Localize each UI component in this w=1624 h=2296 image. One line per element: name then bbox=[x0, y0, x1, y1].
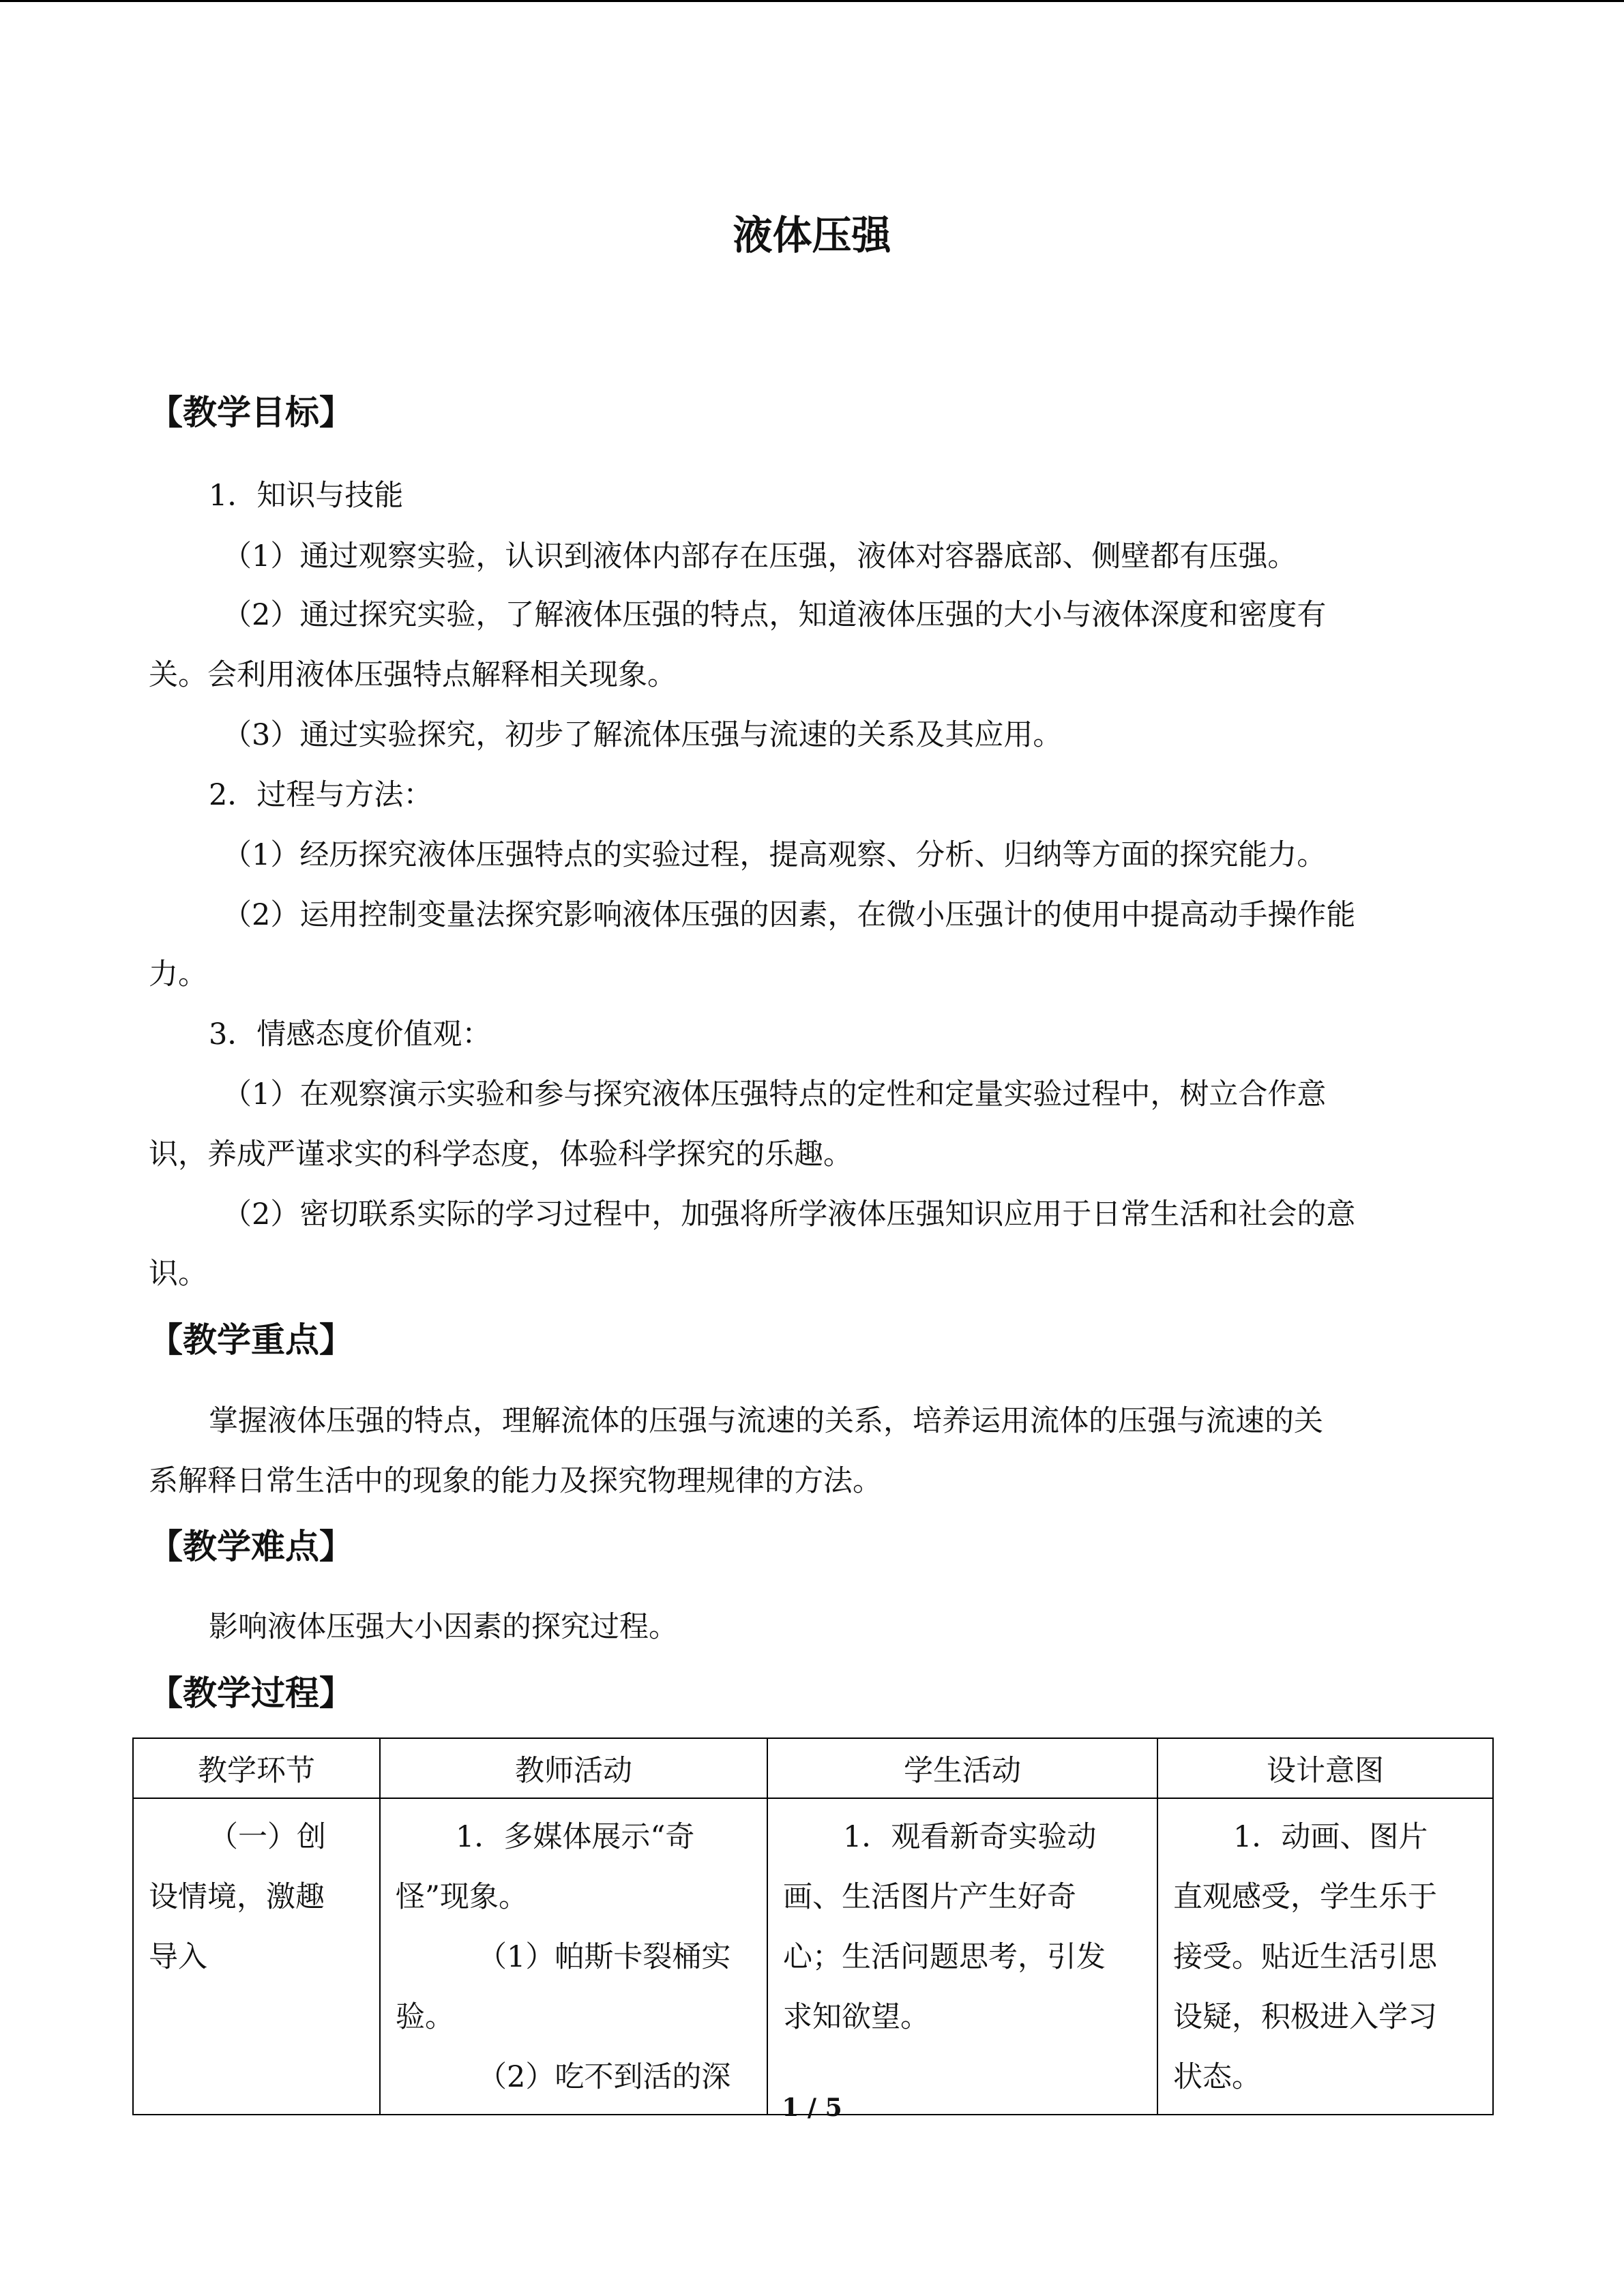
table-header-row bbox=[133, 1738, 1493, 1798]
goals-line-10: 3．情感态度价值观： bbox=[209, 1017, 492, 1052]
cell-intent-line: 1．动画、图片 bbox=[1233, 1820, 1428, 1854]
cell-intent bbox=[1157, 1798, 1493, 2115]
goals-line-1: 1．知识与技能 bbox=[209, 479, 404, 513]
cell-stage-line: 导入 bbox=[149, 1940, 207, 1974]
goals-line-4: 关。会利用液体压强特点解释相关现象。 bbox=[149, 658, 677, 692]
goals-line-11: （1）在观察演示实验和参与探究液体压强特点的定性和定量实验过程中，树立合作意 bbox=[222, 1077, 1327, 1112]
goals-line-13: （2）密切联系实际的学习过程中，加强将所学液体压强知识应用于日常生活和社会的意 bbox=[222, 1197, 1356, 1232]
cell-student-line: 心；生活问题思考，引发 bbox=[783, 1940, 1106, 1974]
goals-line-14: 识。 bbox=[149, 1257, 207, 1291]
goals-line-6: 2．过程与方法： bbox=[209, 778, 433, 812]
goals-line-8: （2）运用控制变量法探究影响液体压强的因素，在微小压强计的使用中提高动手操作能 bbox=[222, 898, 1356, 932]
goals-line-9: 力。 bbox=[149, 957, 207, 992]
table-header-stage: 教学环节 bbox=[133, 1738, 380, 1798]
page-number: 1 / 5 bbox=[782, 2093, 842, 2122]
cell-stage-line: （一）创 bbox=[209, 1820, 326, 1854]
key-points-line-1: 掌握液体压强的特点，理解流体的压强与流速的关系，培养运用流体的压强与流速的关 bbox=[209, 1404, 1323, 1438]
table-header-intent: 设计意图 bbox=[1157, 1738, 1493, 1798]
cell-student-line: 求知欲望。 bbox=[783, 2000, 930, 2034]
cell-teacher-line: （2）吃不到活的深 bbox=[477, 2060, 731, 2094]
cell-teacher-line: （1）帕斯卡裂桶实 bbox=[477, 1940, 731, 1974]
cell-student bbox=[767, 1798, 1157, 2115]
key-points-line-2: 系解释日常生活中的现象的能力及探究物理规律的方法。 bbox=[149, 1464, 882, 1498]
goals-line-5: （3）通过实验探究，初步了解流体压强与流速的关系及其应用。 bbox=[222, 718, 1063, 752]
goals-line-2: （1）通过观察实验，认识到液体内部存在压强，液体对容器底部、侧壁都有压强。 bbox=[222, 539, 1297, 573]
goals-line-7: （1）经历探究液体压强特点的实验过程，提高观察、分析、归纳等方面的探究能力。 bbox=[222, 838, 1327, 872]
cell-stage bbox=[133, 1798, 380, 2115]
table-header-teacher: 教师活动 bbox=[380, 1738, 767, 1798]
cell-teacher-line: 验。 bbox=[396, 2000, 454, 2034]
table-row bbox=[133, 1798, 1493, 2115]
difficulties-line-1: 影响液体压强大小因素的探究过程。 bbox=[209, 1610, 678, 1644]
cell-intent-line: 设疑，积极进入学习 bbox=[1173, 2000, 1437, 2034]
top-border-line bbox=[0, 0, 1624, 2]
cell-teacher-line: 怪”现象。 bbox=[396, 1880, 528, 1914]
heading-difficulties: 【教学难点】 bbox=[149, 1527, 353, 1566]
cell-student-line: 1．观看新奇实验动 bbox=[843, 1820, 1097, 1854]
table-header-student: 学生活动 bbox=[767, 1738, 1157, 1798]
cell-teacher bbox=[380, 1798, 767, 2115]
cell-stage-line: 设情境，激趣 bbox=[149, 1880, 325, 1914]
cell-intent-line: 直观感受，学生乐于 bbox=[1173, 1880, 1437, 1914]
cell-teacher-line: 1．多媒体展示“奇 bbox=[456, 1820, 695, 1854]
cell-student-line: 画、生活图片产生好奇 bbox=[783, 1880, 1076, 1914]
goals-line-12: 识，养成严谨求实的科学态度，体验科学探究的乐趣。 bbox=[149, 1137, 853, 1172]
cell-intent-line: 接受。贴近生活引思 bbox=[1173, 1940, 1437, 1974]
lesson-process-table bbox=[132, 1738, 1494, 2115]
heading-key-points: 【教学重点】 bbox=[149, 1320, 353, 1360]
page-title: 液体压强 bbox=[733, 212, 891, 258]
heading-goals: 【教学目标】 bbox=[149, 393, 353, 432]
goals-line-3: （2）通过探究实验，了解液体压强的特点，知道液体压强的大小与液体深度和密度有 bbox=[222, 598, 1327, 632]
cell-intent-line: 状态。 bbox=[1173, 2060, 1261, 2094]
heading-process: 【教学过程】 bbox=[149, 1673, 353, 1713]
